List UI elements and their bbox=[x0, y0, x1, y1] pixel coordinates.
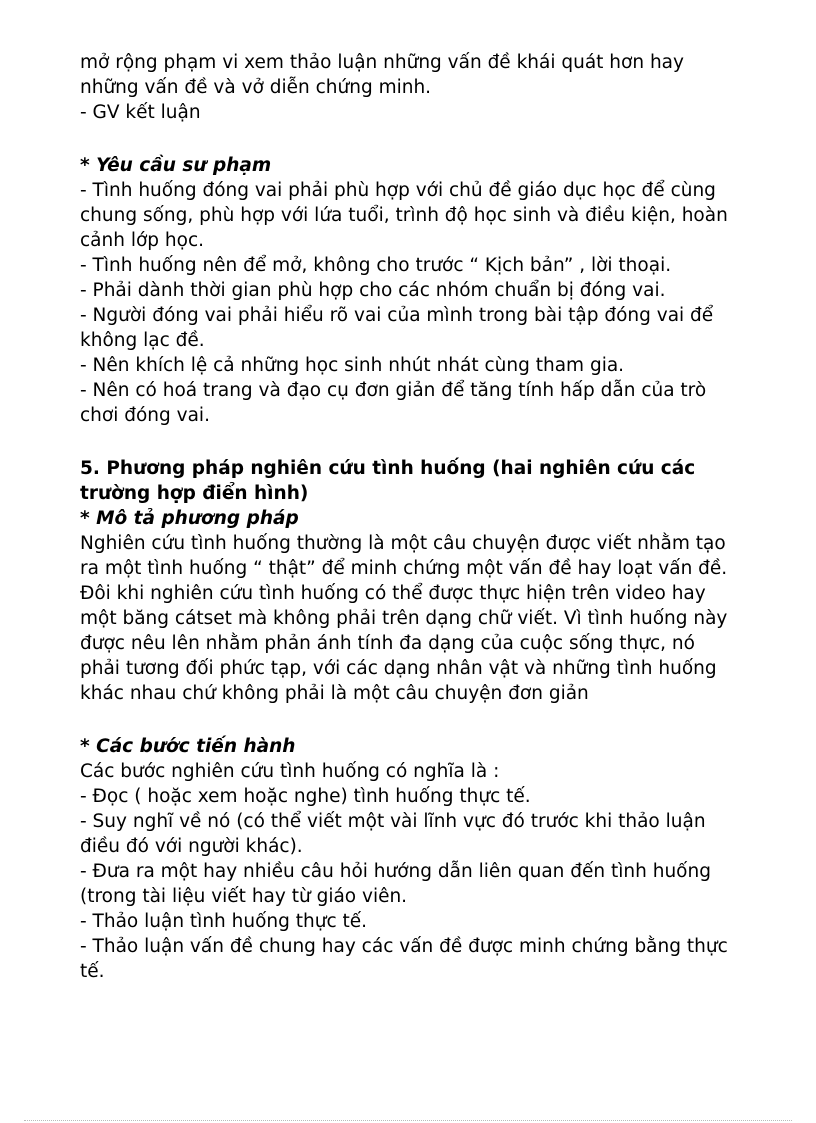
text-line: - Tình huống nên để mở, không cho trước “ Kịch bản” , lời thoại. bbox=[80, 255, 672, 276]
text-line: được nêu lên nhằm phản ánh tính đa dạng của cuộc sống thực, nó bbox=[80, 633, 695, 654]
section-title: 5. Phương pháp nghiên cứu tình huống (hai nghiên cứu các bbox=[80, 458, 696, 479]
section-5 bbox=[80, 456, 760, 706]
section-title: trường hợp điển hình) bbox=[80, 483, 309, 504]
document-body bbox=[80, 50, 760, 984]
text-line: (trong tài liệu viết hay từ giáo viên. bbox=[80, 886, 408, 907]
text-line: phải tương đối phức tạp, với các dạng nhân vật và những tình huống bbox=[80, 658, 717, 679]
text-line: - Đọc ( hoặc xem hoặc nghe) tình huống thực tế. bbox=[80, 786, 531, 807]
text-line: - GV kết luận bbox=[80, 102, 201, 123]
text-line: - Thảo luận tình huống thực tế. bbox=[80, 911, 368, 932]
text-line: tế. bbox=[80, 961, 105, 982]
text-line: Nghiên cứu tình huống thường là một câu chuyện được viết nhằm tạo bbox=[80, 533, 726, 554]
text-line: ra một tình huống “ thật” để minh chứng một vấn đề hay loạt vấn đề. bbox=[80, 558, 728, 579]
text-line: chơi đóng vai. bbox=[80, 405, 210, 426]
page-edge-divider bbox=[24, 1120, 792, 1121]
section-heading: * Yêu cầu sư phạm bbox=[80, 155, 272, 176]
section-requirements bbox=[80, 153, 760, 428]
text-line: Các bước nghiên cứu tình huống có nghĩa là : bbox=[80, 761, 500, 782]
text-line: không lạc đề. bbox=[80, 330, 205, 351]
text-line: khác nhau chứ không phải là một câu chuyện đơn giản bbox=[80, 683, 589, 704]
section-steps bbox=[80, 734, 760, 984]
intro-paragraph bbox=[80, 50, 760, 125]
text-line: - Tình huống đóng vai phải phù hợp với chủ đề giáo dục học để cùng bbox=[80, 180, 716, 201]
section-heading: * Các bước tiến hành bbox=[80, 736, 296, 757]
text-line: Đôi khi nghiên cứu tình huống có thể được thực hiện trên video hay bbox=[80, 583, 706, 604]
text-line: cảnh lớp học. bbox=[80, 230, 205, 251]
text-line: điều đó với người khác). bbox=[80, 836, 303, 857]
text-line: - Đưa ra một hay nhiều câu hỏi hướng dẫn liên quan đến tình huống bbox=[80, 861, 711, 882]
text-line: những vấn đề và vở diễn chứng minh. bbox=[80, 77, 432, 98]
text-line: chung sống, phù hợp với lứa tuổi, trình độ học sinh và điều kiện, hoàn bbox=[80, 205, 728, 226]
section-subheading: * Mô tả phương pháp bbox=[80, 508, 299, 529]
text-line: - Phải dành thời gian phù hợp cho các nhóm chuẩn bị đóng vai. bbox=[80, 280, 666, 301]
text-line: - Nên có hoá trang và đạo cụ đơn giản để tăng tính hấp dẫn của trò bbox=[80, 380, 707, 401]
text-line: - Suy nghĩ về nó (có thể viết một vài lĩnh vực đó trước khi thảo luận bbox=[80, 811, 706, 832]
text-line: - Nên khích lệ cả những học sinh nhút nhát cùng tham gia. bbox=[80, 355, 625, 376]
text-line: một băng cátset mà không phải trên dạng chữ viết. Vì tình huống này bbox=[80, 608, 728, 629]
text-line: - Thảo luận vấn đề chung hay các vấn đề được minh chứng bằng thực bbox=[80, 936, 728, 957]
text-line: mở rộng phạm vi xem thảo luận những vấn đề khái quát hơn hay bbox=[80, 52, 684, 73]
text-line: - Người đóng vai phải hiểu rõ vai của mình trong bài tập đóng vai để bbox=[80, 305, 714, 326]
